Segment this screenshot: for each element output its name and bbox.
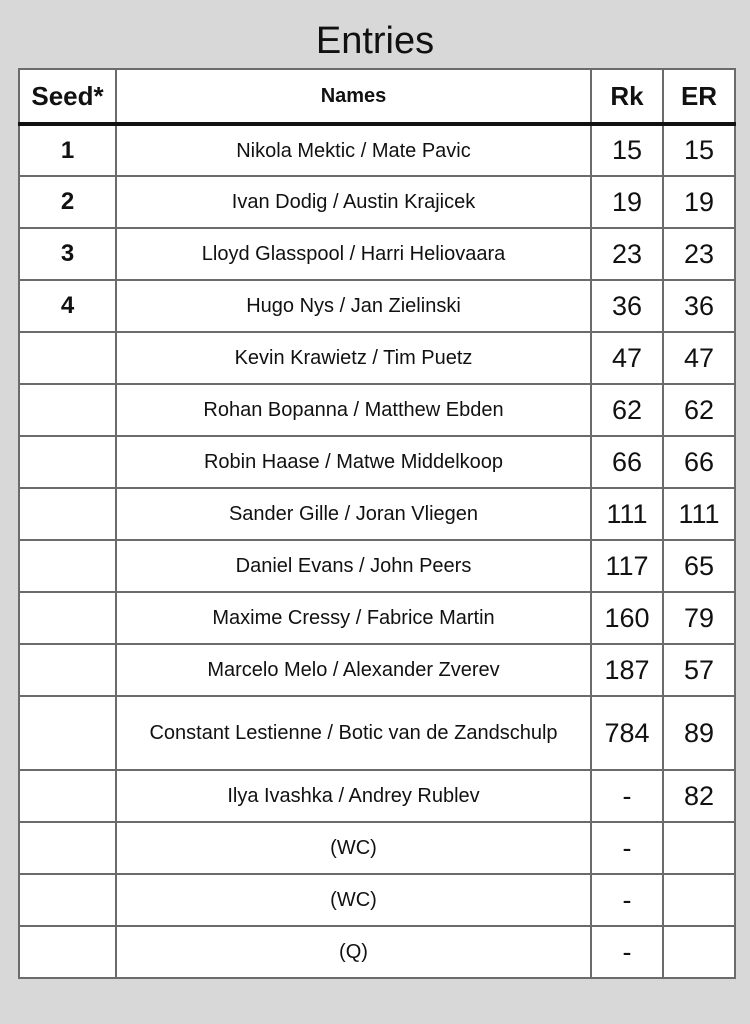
names-cell: Robin Haase / Matwe Middelkoop — [116, 436, 591, 488]
seed-cell: 4 — [19, 280, 116, 332]
seed-cell — [19, 384, 116, 436]
names-cell: Ivan Dodig / Austin Krajicek — [116, 176, 591, 228]
names-cell: Sander Gille / Joran Vliegen — [116, 488, 591, 540]
er-cell: 19 — [663, 176, 735, 228]
er-cell: 23 — [663, 228, 735, 280]
table-row — [19, 644, 735, 696]
seed-cell — [19, 926, 116, 978]
rk-cell: 23 — [591, 228, 663, 280]
er-cell: 65 — [663, 540, 735, 592]
rk-cell: 111 — [591, 488, 663, 540]
table-row — [19, 874, 735, 926]
names-cell: Lloyd Glasspool / Harri Heliovaara — [116, 228, 591, 280]
er-cell: 15 — [663, 124, 735, 176]
rk-cell: 66 — [591, 436, 663, 488]
er-cell — [663, 926, 735, 978]
table-row — [19, 540, 735, 592]
seed-cell — [19, 696, 116, 770]
names-cell: Constant Lestienne / Botic van de Zandschulp — [116, 696, 591, 770]
seed-cell: 2 — [19, 176, 116, 228]
seed-cell — [19, 332, 116, 384]
table-row — [19, 822, 735, 874]
er-cell: 47 — [663, 332, 735, 384]
er-cell: 111 — [663, 488, 735, 540]
rk-cell: 47 — [591, 332, 663, 384]
rk-cell: 160 — [591, 592, 663, 644]
seed-cell — [19, 540, 116, 592]
names-cell: Nikola Mektic / Mate Pavic — [116, 124, 591, 176]
rk-cell: 19 — [591, 176, 663, 228]
table-row — [19, 228, 735, 280]
header-rk: Rk — [591, 69, 663, 124]
rk-cell: 36 — [591, 280, 663, 332]
names-cell: Marcelo Melo / Alexander Zverev — [116, 644, 591, 696]
table-row — [19, 592, 735, 644]
rk-cell: 784 — [591, 696, 663, 770]
rk-cell: 62 — [591, 384, 663, 436]
table-row — [19, 488, 735, 540]
names-cell: (WC) — [116, 874, 591, 926]
names-cell: Daniel Evans / John Peers — [116, 540, 591, 592]
er-cell: 36 — [663, 280, 735, 332]
rk-cell: 117 — [591, 540, 663, 592]
table-row — [19, 696, 735, 770]
table-row — [19, 124, 735, 176]
seed-cell — [19, 436, 116, 488]
table-row — [19, 926, 735, 978]
rk-cell: 187 — [591, 644, 663, 696]
table-row — [19, 384, 735, 436]
er-cell — [663, 822, 735, 874]
er-cell: 62 — [663, 384, 735, 436]
names-cell: Rohan Bopanna / Matthew Ebden — [116, 384, 591, 436]
table-row — [19, 332, 735, 384]
rk-cell: - — [591, 926, 663, 978]
er-cell: 66 — [663, 436, 735, 488]
er-cell: 82 — [663, 770, 735, 822]
names-cell: Kevin Krawietz / Tim Puetz — [116, 332, 591, 384]
header-er: ER — [663, 69, 735, 124]
table-header-row — [19, 69, 735, 124]
table-row — [19, 436, 735, 488]
seed-cell — [19, 874, 116, 926]
er-cell: 89 — [663, 696, 735, 770]
names-cell: (WC) — [116, 822, 591, 874]
names-cell: Maxime Cressy / Fabrice Martin — [116, 592, 591, 644]
rk-cell: - — [591, 770, 663, 822]
table-row — [19, 280, 735, 332]
er-cell: 79 — [663, 592, 735, 644]
seed-cell — [19, 822, 116, 874]
table-row — [19, 770, 735, 822]
rk-cell: 15 — [591, 124, 663, 176]
header-seed: Seed* — [19, 69, 116, 124]
names-cell: (Q) — [116, 926, 591, 978]
rk-cell: - — [591, 822, 663, 874]
page-title: Entries — [315, 20, 435, 62]
er-cell — [663, 874, 735, 926]
seed-cell — [19, 488, 116, 540]
seed-cell — [19, 770, 116, 822]
er-cell: 57 — [663, 644, 735, 696]
seed-cell: 1 — [19, 124, 116, 176]
entries-table — [18, 68, 736, 979]
table-row — [19, 176, 735, 228]
seed-cell — [19, 644, 116, 696]
seed-cell: 3 — [19, 228, 116, 280]
names-cell: Ilya Ivashka / Andrey Rublev — [116, 770, 591, 822]
header-names: Names — [116, 69, 591, 124]
rk-cell: - — [591, 874, 663, 926]
seed-cell — [19, 592, 116, 644]
names-cell: Hugo Nys / Jan Zielinski — [116, 280, 591, 332]
